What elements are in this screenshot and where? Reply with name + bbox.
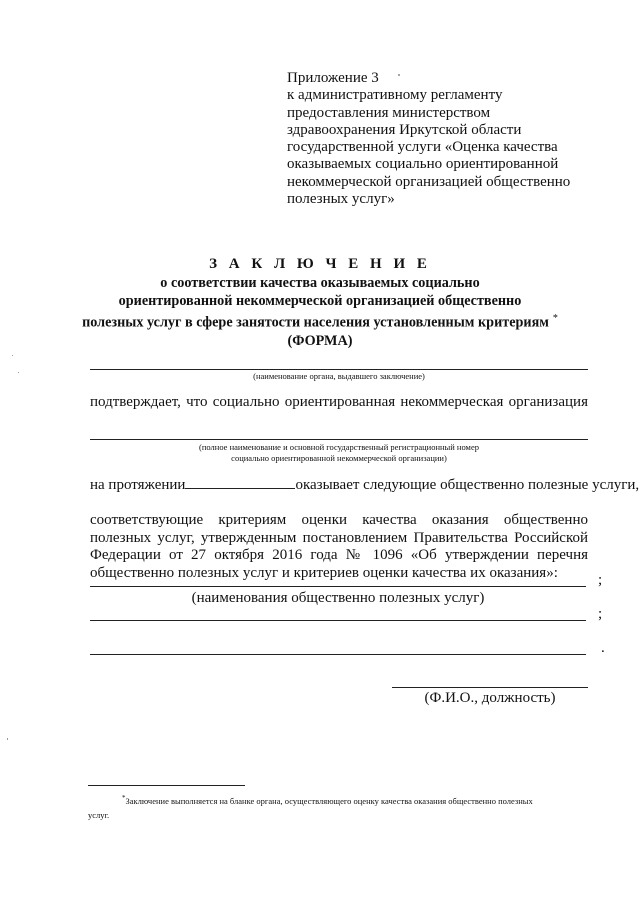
footnote xyxy=(88,791,598,822)
scan-dot xyxy=(18,372,19,373)
footnote-separator xyxy=(88,785,245,786)
period-suffix: оказывает следующие общественно полезные услуги, xyxy=(295,477,640,493)
confirms-word: что xyxy=(186,394,208,410)
footnote-reference: * xyxy=(552,313,558,325)
footnote-line xyxy=(88,791,598,808)
subtitle-line: ориентированной некоммерческой организацией общественно xyxy=(118,292,522,309)
subtitle-line: о соответствии качества оказываемых социально xyxy=(160,275,480,291)
signature-line xyxy=(392,687,588,688)
appendix-line: полезных услуг» xyxy=(287,191,395,208)
scan-dot xyxy=(12,355,13,356)
criteria-paragraph: соответствующие критериям оценки качества оказания общественно полезных услуг, утвержденным постановлением Правительства Российской Федерации от 27 октября 2016 года № 1096 «Об утверждении перечня общественно полезных услуг и критериев оценки качества их оказания»: xyxy=(90,512,588,581)
signature-caption: (Ф.И.О., должность) xyxy=(424,690,556,706)
scan-dot xyxy=(7,738,8,740)
confirms-word: ориентированная xyxy=(284,394,396,410)
organ-caption: (наименование органа, выдавшего заключение) xyxy=(253,371,425,381)
organ-name-line xyxy=(90,369,588,370)
subtitle-line xyxy=(0,310,640,332)
footnote-text: Заключение выполняется на бланке органа, осуществляющего оценку качества оказания общественно полезных xyxy=(125,795,533,806)
confirms-word: некоммерческая xyxy=(400,394,504,410)
period-line xyxy=(90,476,640,495)
semicolon: ; xyxy=(598,606,603,622)
organization-caption-line: (полное наименование и основной государственный регистрационный номер xyxy=(199,442,479,452)
confirms-line xyxy=(90,394,588,412)
document-title: З А К Л Ю Ч Е Н И Е xyxy=(209,256,431,272)
appendix-line: к административному регламенту xyxy=(287,87,503,104)
semicolon: ; xyxy=(598,572,603,588)
services-caption: (наименования общественно полезных услуг) xyxy=(191,590,485,606)
appendix-line: здравоохранения Иркутской области xyxy=(287,121,522,138)
period-prefix: на протяжении xyxy=(90,477,186,493)
appendix-line: предоставления министерством xyxy=(287,104,491,121)
footnote-mark: * xyxy=(122,794,126,802)
period-mark: . xyxy=(601,640,605,656)
appendix-line: государственной услуги «Оценка качества xyxy=(287,139,558,156)
scan-dot xyxy=(398,74,400,76)
confirms-word: социально xyxy=(212,394,280,410)
confirms-word: организация xyxy=(508,394,588,410)
document-subtitle xyxy=(0,275,640,351)
service-line-2 xyxy=(90,620,586,621)
appendix-line: некоммерческой организацией общественно xyxy=(287,173,571,190)
organization-caption xyxy=(90,442,588,464)
appendix-line: оказываемых социально ориентированной xyxy=(287,156,559,173)
footnote-line: услуг. xyxy=(88,809,110,820)
service-line-3 xyxy=(90,654,586,655)
period-blank xyxy=(185,476,295,489)
subtitle-line-text: полезных услуг в сфере занятости населения установленным критериям xyxy=(82,315,549,332)
form-label: (ФОРМА) xyxy=(287,332,353,349)
organization-caption-line: социально ориентированной некоммерческой организации) xyxy=(231,453,447,463)
appendix-line: Приложение 3 xyxy=(287,70,379,86)
confirms-word: подтверждает, xyxy=(90,394,181,410)
service-line-1 xyxy=(90,586,586,587)
appendix-header xyxy=(287,70,617,208)
organization-name-line xyxy=(90,439,588,440)
